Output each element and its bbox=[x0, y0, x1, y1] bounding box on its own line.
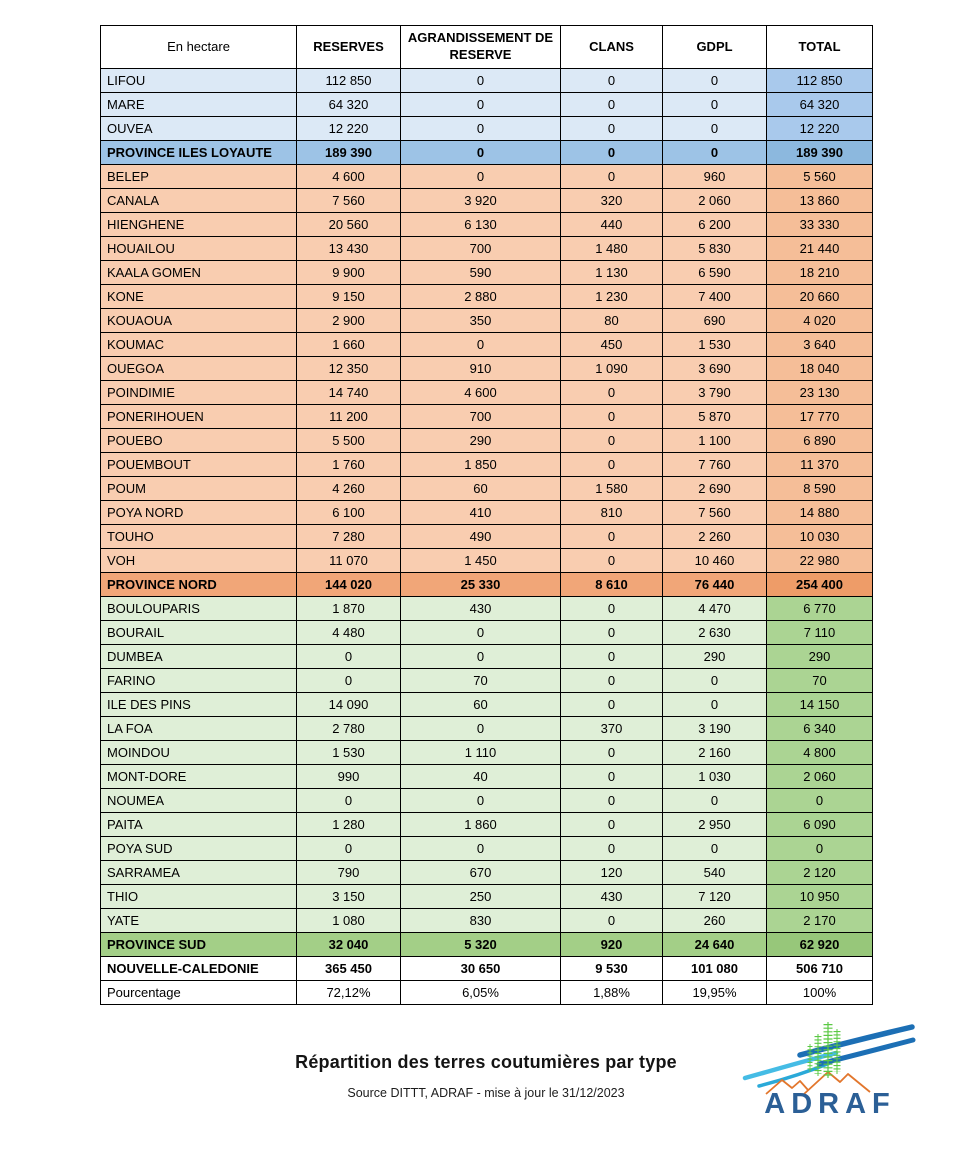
table-row bbox=[101, 117, 873, 141]
value-cell: 0 bbox=[561, 597, 663, 621]
row-label: NOUVELLE-CALEDONIE bbox=[101, 957, 297, 981]
value-cell: 0 bbox=[561, 789, 663, 813]
value-cell: 0 bbox=[561, 141, 663, 165]
value-cell: 0 bbox=[561, 837, 663, 861]
row-label: OUEGOA bbox=[101, 357, 297, 381]
value-cell: 2 260 bbox=[663, 525, 767, 549]
table-row bbox=[101, 549, 873, 573]
value-cell: 11 070 bbox=[297, 549, 401, 573]
row-label: MONT-DORE bbox=[101, 765, 297, 789]
row-label: KOUMAC bbox=[101, 333, 297, 357]
value-cell: 25 330 bbox=[401, 573, 561, 597]
value-cell: 1 110 bbox=[401, 741, 561, 765]
value-cell: 2 900 bbox=[297, 309, 401, 333]
value-cell: 76 440 bbox=[663, 573, 767, 597]
value-cell: 0 bbox=[561, 69, 663, 93]
total-cell: 11 370 bbox=[767, 453, 873, 477]
total-cell: 6 890 bbox=[767, 429, 873, 453]
value-cell: 540 bbox=[663, 861, 767, 885]
total-cell: 14 150 bbox=[767, 693, 873, 717]
value-cell: 430 bbox=[561, 885, 663, 909]
value-cell: 4 600 bbox=[297, 165, 401, 189]
row-label: POINDIMIE bbox=[101, 381, 297, 405]
table-row bbox=[101, 909, 873, 933]
total-cell: 4 800 bbox=[767, 741, 873, 765]
value-cell: 32 040 bbox=[297, 933, 401, 957]
column-header-total: TOTAL bbox=[767, 26, 873, 69]
value-cell: 250 bbox=[401, 885, 561, 909]
value-cell: 1 660 bbox=[297, 333, 401, 357]
value-cell: 430 bbox=[401, 597, 561, 621]
value-cell: 0 bbox=[561, 93, 663, 117]
total-cell: 0 bbox=[767, 837, 873, 861]
value-cell: 2 060 bbox=[663, 189, 767, 213]
table-row bbox=[101, 333, 873, 357]
value-cell: 4 480 bbox=[297, 621, 401, 645]
value-cell: 30 650 bbox=[401, 957, 561, 981]
row-label: POUM bbox=[101, 477, 297, 501]
value-cell: 290 bbox=[663, 645, 767, 669]
row-label: PONERIHOUEN bbox=[101, 405, 297, 429]
value-cell: 0 bbox=[561, 549, 663, 573]
table-row bbox=[101, 213, 873, 237]
value-cell: 2 160 bbox=[663, 741, 767, 765]
value-cell: 1 530 bbox=[297, 741, 401, 765]
value-cell: 0 bbox=[663, 117, 767, 141]
row-label: TOUHO bbox=[101, 525, 297, 549]
total-cell: 2 120 bbox=[767, 861, 873, 885]
value-cell: 0 bbox=[561, 405, 663, 429]
value-cell: 64 320 bbox=[297, 93, 401, 117]
value-cell: 7 400 bbox=[663, 285, 767, 309]
row-label: VOH bbox=[101, 549, 297, 573]
value-cell: 12 350 bbox=[297, 357, 401, 381]
table-row bbox=[101, 885, 873, 909]
value-cell: 0 bbox=[401, 789, 561, 813]
value-cell: 101 080 bbox=[663, 957, 767, 981]
value-cell: 2 880 bbox=[401, 285, 561, 309]
row-label: Pourcentage bbox=[101, 981, 297, 1005]
row-label: ILE DES PINS bbox=[101, 693, 297, 717]
row-label: HIENGHENE bbox=[101, 213, 297, 237]
row-label: OUVEA bbox=[101, 117, 297, 141]
table-row bbox=[101, 189, 873, 213]
total-cell: 23 130 bbox=[767, 381, 873, 405]
value-cell: 112 850 bbox=[297, 69, 401, 93]
value-cell: 2 630 bbox=[663, 621, 767, 645]
table-row bbox=[101, 237, 873, 261]
table-row bbox=[101, 813, 873, 837]
value-cell: 1 480 bbox=[561, 237, 663, 261]
value-cell: 365 450 bbox=[297, 957, 401, 981]
total-cell: 62 920 bbox=[767, 933, 873, 957]
value-cell: 0 bbox=[401, 165, 561, 189]
value-cell: 0 bbox=[297, 789, 401, 813]
value-cell: 13 430 bbox=[297, 237, 401, 261]
total-cell: 12 220 bbox=[767, 117, 873, 141]
total-cell: 0 bbox=[767, 789, 873, 813]
value-cell: 920 bbox=[561, 933, 663, 957]
row-label: THIO bbox=[101, 885, 297, 909]
value-cell: 0 bbox=[297, 669, 401, 693]
table-row bbox=[101, 285, 873, 309]
total-cell: 2 170 bbox=[767, 909, 873, 933]
value-cell: 9 530 bbox=[561, 957, 663, 981]
value-cell: 690 bbox=[663, 309, 767, 333]
value-cell: 700 bbox=[401, 237, 561, 261]
value-cell: 0 bbox=[561, 453, 663, 477]
table-row bbox=[101, 981, 873, 1005]
value-cell: 1 030 bbox=[663, 765, 767, 789]
value-cell: 990 bbox=[297, 765, 401, 789]
value-cell: 0 bbox=[401, 117, 561, 141]
value-cell: 0 bbox=[663, 669, 767, 693]
value-cell: 0 bbox=[663, 837, 767, 861]
table-row bbox=[101, 717, 873, 741]
row-label: POYA SUD bbox=[101, 837, 297, 861]
value-cell: 350 bbox=[401, 309, 561, 333]
table-row bbox=[101, 789, 873, 813]
table-row bbox=[101, 765, 873, 789]
logo-wordmark: ADRAF bbox=[764, 1088, 896, 1118]
row-label: FARINO bbox=[101, 669, 297, 693]
total-cell: 20 660 bbox=[767, 285, 873, 309]
value-cell: 1 580 bbox=[561, 477, 663, 501]
value-cell: 5 870 bbox=[663, 405, 767, 429]
value-cell: 1 080 bbox=[297, 909, 401, 933]
total-cell: 100% bbox=[767, 981, 873, 1005]
logo-swoosh-blue bbox=[800, 1027, 912, 1055]
value-cell: 9 900 bbox=[297, 261, 401, 285]
page-title: Répartition des terres coutumières par type bbox=[295, 1052, 677, 1072]
total-cell: 22 980 bbox=[767, 549, 873, 573]
value-cell: 2 950 bbox=[663, 813, 767, 837]
column-header-agrandissement: AGRANDISSEMENT DE RESERVE bbox=[401, 26, 561, 69]
row-label: BOULOUPARIS bbox=[101, 597, 297, 621]
total-cell: 6 770 bbox=[767, 597, 873, 621]
table-row bbox=[101, 501, 873, 525]
value-cell: 1 100 bbox=[663, 429, 767, 453]
value-cell: 790 bbox=[297, 861, 401, 885]
value-cell: 3 190 bbox=[663, 717, 767, 741]
row-label: LIFOU bbox=[101, 69, 297, 93]
value-cell: 1 090 bbox=[561, 357, 663, 381]
total-cell: 7 110 bbox=[767, 621, 873, 645]
row-label: MOINDOU bbox=[101, 741, 297, 765]
column-header-reserves: RESERVES bbox=[297, 26, 401, 69]
value-cell: 0 bbox=[401, 93, 561, 117]
total-row bbox=[101, 573, 873, 597]
total-cell: 5 560 bbox=[767, 165, 873, 189]
value-cell: 0 bbox=[561, 669, 663, 693]
value-cell: 2 780 bbox=[297, 717, 401, 741]
value-cell: 0 bbox=[663, 789, 767, 813]
table-row bbox=[101, 693, 873, 717]
row-label: POUEBO bbox=[101, 429, 297, 453]
adraf-logo bbox=[742, 1014, 918, 1118]
table-row bbox=[101, 453, 873, 477]
value-cell: 6 130 bbox=[401, 213, 561, 237]
value-cell: 0 bbox=[401, 69, 561, 93]
row-label: PROVINCE NORD bbox=[101, 573, 297, 597]
unit-header-cell: En hectare bbox=[101, 26, 297, 69]
total-cell: 254 400 bbox=[767, 573, 873, 597]
total-cell: 13 860 bbox=[767, 189, 873, 213]
value-cell: 450 bbox=[561, 333, 663, 357]
table-row bbox=[101, 645, 873, 669]
value-cell: 11 200 bbox=[297, 405, 401, 429]
value-cell: 0 bbox=[561, 645, 663, 669]
value-cell: 5 830 bbox=[663, 237, 767, 261]
row-label: PAITA bbox=[101, 813, 297, 837]
value-cell: 14 090 bbox=[297, 693, 401, 717]
row-label: PROVINCE ILES LOYAUTE bbox=[101, 141, 297, 165]
total-cell: 21 440 bbox=[767, 237, 873, 261]
value-cell: 4 600 bbox=[401, 381, 561, 405]
value-cell: 6 100 bbox=[297, 501, 401, 525]
row-label: LA FOA bbox=[101, 717, 297, 741]
value-cell: 0 bbox=[561, 765, 663, 789]
total-cell: 290 bbox=[767, 645, 873, 669]
total-cell: 18 040 bbox=[767, 357, 873, 381]
value-cell: 0 bbox=[561, 381, 663, 405]
value-cell: 3 690 bbox=[663, 357, 767, 381]
value-cell: 12 220 bbox=[297, 117, 401, 141]
table-row bbox=[101, 309, 873, 333]
value-cell: 1,88% bbox=[561, 981, 663, 1005]
row-label: NOUMEA bbox=[101, 789, 297, 813]
value-cell: 7 760 bbox=[663, 453, 767, 477]
value-cell: 0 bbox=[401, 141, 561, 165]
value-cell: 1 860 bbox=[401, 813, 561, 837]
table-row bbox=[101, 861, 873, 885]
value-cell: 0 bbox=[561, 741, 663, 765]
value-cell: 24 640 bbox=[663, 933, 767, 957]
value-cell: 0 bbox=[401, 621, 561, 645]
total-cell: 6 340 bbox=[767, 717, 873, 741]
row-label: HOUAILOU bbox=[101, 237, 297, 261]
value-cell: 120 bbox=[561, 861, 663, 885]
total-cell: 506 710 bbox=[767, 957, 873, 981]
row-label: POUEMBOUT bbox=[101, 453, 297, 477]
value-cell: 0 bbox=[561, 813, 663, 837]
table-row bbox=[101, 93, 873, 117]
value-cell: 0 bbox=[561, 117, 663, 141]
total-cell: 10 030 bbox=[767, 525, 873, 549]
table-row bbox=[101, 621, 873, 645]
total-cell: 3 640 bbox=[767, 333, 873, 357]
row-label: KAALA GOMEN bbox=[101, 261, 297, 285]
value-cell: 0 bbox=[561, 525, 663, 549]
total-cell: 8 590 bbox=[767, 477, 873, 501]
total-cell: 70 bbox=[767, 669, 873, 693]
total-cell: 4 020 bbox=[767, 309, 873, 333]
source-caption: Source DITTT, ADRAF - mise à jour le 31/12/2023 bbox=[347, 1086, 625, 1100]
total-cell: 112 850 bbox=[767, 69, 873, 93]
value-cell: 144 020 bbox=[297, 573, 401, 597]
value-cell: 410 bbox=[401, 501, 561, 525]
value-cell: 0 bbox=[401, 837, 561, 861]
total-cell: 33 330 bbox=[767, 213, 873, 237]
value-cell: 590 bbox=[401, 261, 561, 285]
row-label: DUMBEA bbox=[101, 645, 297, 669]
value-cell: 0 bbox=[401, 333, 561, 357]
value-cell: 0 bbox=[663, 141, 767, 165]
value-cell: 14 740 bbox=[297, 381, 401, 405]
value-cell: 0 bbox=[663, 693, 767, 717]
value-cell: 670 bbox=[401, 861, 561, 885]
value-cell: 370 bbox=[561, 717, 663, 741]
value-cell: 70 bbox=[401, 669, 561, 693]
value-cell: 0 bbox=[561, 909, 663, 933]
row-label: MARE bbox=[101, 93, 297, 117]
total-cell: 14 880 bbox=[767, 501, 873, 525]
value-cell: 4 470 bbox=[663, 597, 767, 621]
value-cell: 0 bbox=[663, 93, 767, 117]
table-row bbox=[101, 429, 873, 453]
value-cell: 3 790 bbox=[663, 381, 767, 405]
total-cell: 2 060 bbox=[767, 765, 873, 789]
value-cell: 700 bbox=[401, 405, 561, 429]
value-cell: 0 bbox=[401, 645, 561, 669]
total-row bbox=[101, 933, 873, 957]
value-cell: 189 390 bbox=[297, 141, 401, 165]
value-cell: 80 bbox=[561, 309, 663, 333]
value-cell: 910 bbox=[401, 357, 561, 381]
value-cell: 0 bbox=[297, 837, 401, 861]
value-cell: 20 560 bbox=[297, 213, 401, 237]
value-cell: 0 bbox=[297, 645, 401, 669]
value-cell: 260 bbox=[663, 909, 767, 933]
value-cell: 6,05% bbox=[401, 981, 561, 1005]
row-label: YATE bbox=[101, 909, 297, 933]
value-cell: 19,95% bbox=[663, 981, 767, 1005]
table-row bbox=[101, 837, 873, 861]
row-label: BOURAIL bbox=[101, 621, 297, 645]
table-row bbox=[101, 69, 873, 93]
value-cell: 0 bbox=[663, 69, 767, 93]
table-row bbox=[101, 669, 873, 693]
land-distribution-table bbox=[100, 25, 873, 1005]
table-body bbox=[101, 69, 873, 1005]
value-cell: 1 450 bbox=[401, 549, 561, 573]
table-row bbox=[101, 381, 873, 405]
value-cell: 1 870 bbox=[297, 597, 401, 621]
total-cell: 17 770 bbox=[767, 405, 873, 429]
value-cell: 960 bbox=[663, 165, 767, 189]
value-cell: 5 500 bbox=[297, 429, 401, 453]
value-cell: 3 920 bbox=[401, 189, 561, 213]
value-cell: 440 bbox=[561, 213, 663, 237]
value-cell: 0 bbox=[561, 165, 663, 189]
total-cell: 64 320 bbox=[767, 93, 873, 117]
row-label: PROVINCE SUD bbox=[101, 933, 297, 957]
value-cell: 7 560 bbox=[663, 501, 767, 525]
value-cell: 0 bbox=[561, 429, 663, 453]
column-header-gdpl: GDPL bbox=[663, 26, 767, 69]
table-row bbox=[101, 597, 873, 621]
table-row bbox=[101, 165, 873, 189]
value-cell: 0 bbox=[561, 621, 663, 645]
row-label: BELEP bbox=[101, 165, 297, 189]
value-cell: 6 590 bbox=[663, 261, 767, 285]
value-cell: 60 bbox=[401, 693, 561, 717]
value-cell: 320 bbox=[561, 189, 663, 213]
row-label: KONE bbox=[101, 285, 297, 309]
table-row bbox=[101, 261, 873, 285]
row-label: POYA NORD bbox=[101, 501, 297, 525]
table-row bbox=[101, 405, 873, 429]
column-header-clans: CLANS bbox=[561, 26, 663, 69]
table-row bbox=[101, 477, 873, 501]
adraf-logo-graphic bbox=[742, 1014, 918, 1118]
row-label: SARRAMEA bbox=[101, 861, 297, 885]
total-cell: 18 210 bbox=[767, 261, 873, 285]
value-cell: 5 320 bbox=[401, 933, 561, 957]
value-cell: 1 530 bbox=[663, 333, 767, 357]
value-cell: 830 bbox=[401, 909, 561, 933]
value-cell: 60 bbox=[401, 477, 561, 501]
row-label: CANALA bbox=[101, 189, 297, 213]
value-cell: 72,12% bbox=[297, 981, 401, 1005]
table-row bbox=[101, 741, 873, 765]
value-cell: 2 690 bbox=[663, 477, 767, 501]
value-cell: 0 bbox=[561, 693, 663, 717]
value-cell: 810 bbox=[561, 501, 663, 525]
value-cell: 7 120 bbox=[663, 885, 767, 909]
value-cell: 1 280 bbox=[297, 813, 401, 837]
value-cell: 1 130 bbox=[561, 261, 663, 285]
total-row bbox=[101, 957, 873, 981]
row-label: KOUAOUA bbox=[101, 309, 297, 333]
value-cell: 1 760 bbox=[297, 453, 401, 477]
value-cell: 290 bbox=[401, 429, 561, 453]
value-cell: 7 280 bbox=[297, 525, 401, 549]
total-row bbox=[101, 141, 873, 165]
value-cell: 7 560 bbox=[297, 189, 401, 213]
value-cell: 9 150 bbox=[297, 285, 401, 309]
total-cell: 6 090 bbox=[767, 813, 873, 837]
value-cell: 6 200 bbox=[663, 213, 767, 237]
table-row bbox=[101, 525, 873, 549]
table-header-row bbox=[101, 26, 873, 69]
value-cell: 1 850 bbox=[401, 453, 561, 477]
total-cell: 189 390 bbox=[767, 141, 873, 165]
value-cell: 40 bbox=[401, 765, 561, 789]
value-cell: 1 230 bbox=[561, 285, 663, 309]
value-cell: 490 bbox=[401, 525, 561, 549]
value-cell: 8 610 bbox=[561, 573, 663, 597]
total-cell: 10 950 bbox=[767, 885, 873, 909]
value-cell: 0 bbox=[401, 717, 561, 741]
table-row bbox=[101, 357, 873, 381]
value-cell: 10 460 bbox=[663, 549, 767, 573]
value-cell: 3 150 bbox=[297, 885, 401, 909]
value-cell: 4 260 bbox=[297, 477, 401, 501]
